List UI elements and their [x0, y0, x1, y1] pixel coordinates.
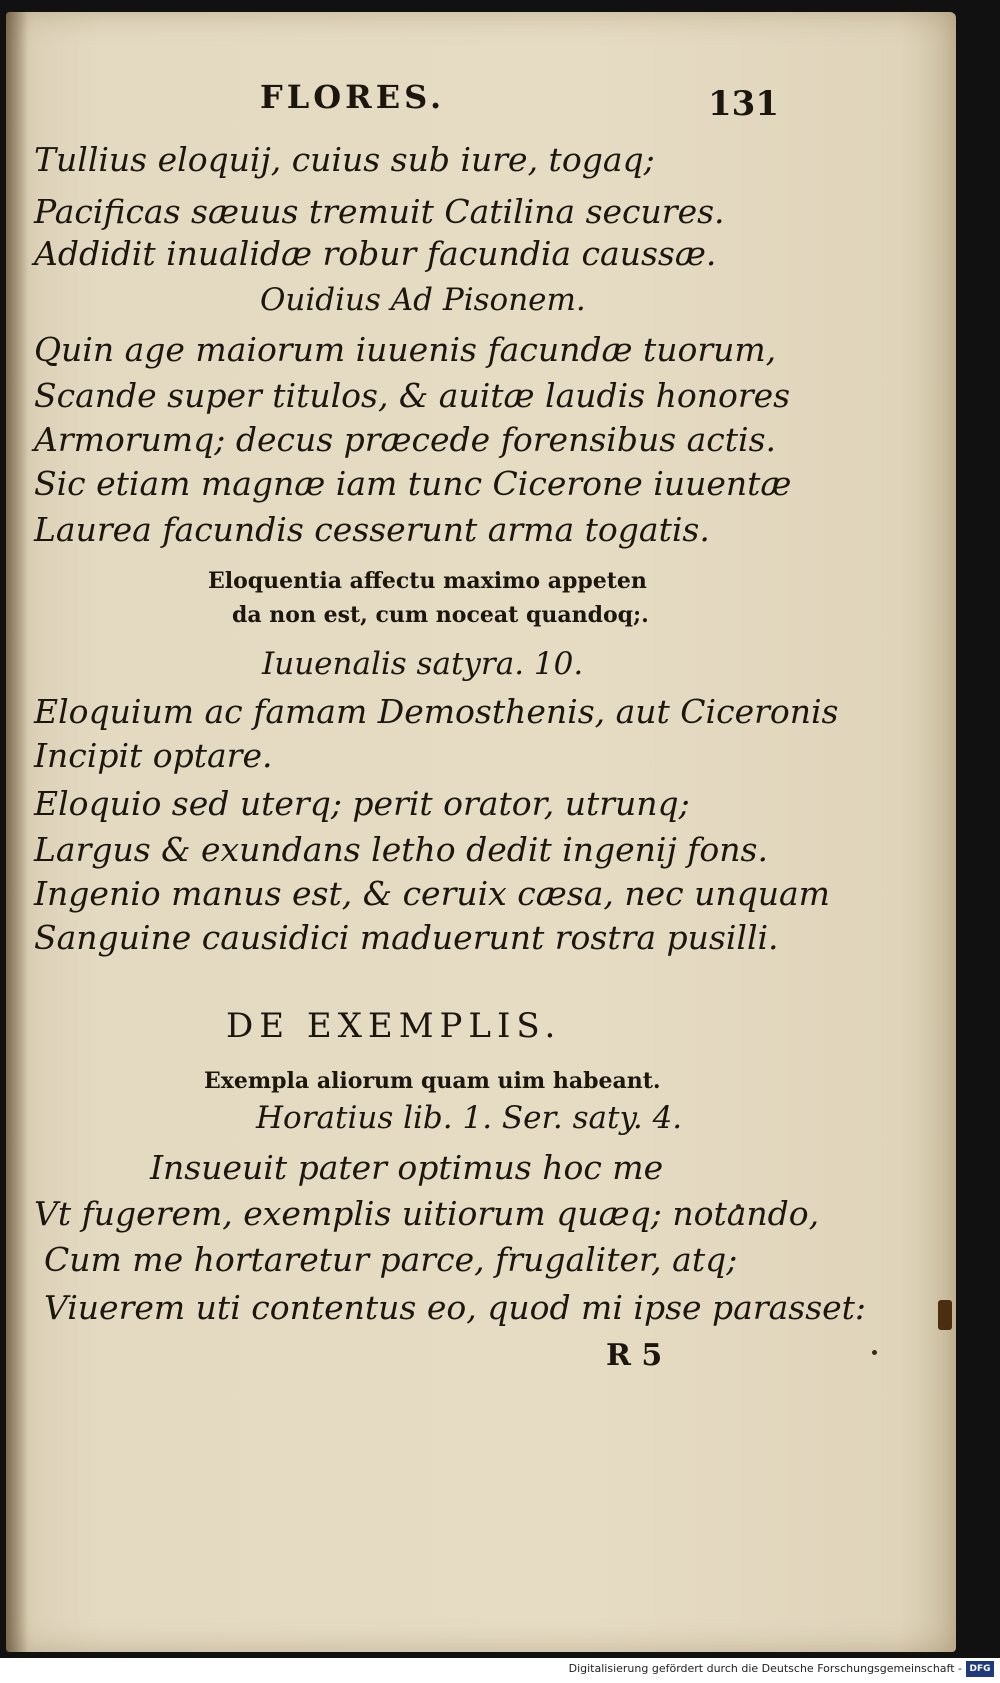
page-gutter-shadow — [6, 12, 28, 1652]
verse-line: Scande super titulos, & auitæ laudis honores — [34, 376, 791, 415]
verse-line: Ingenio manus est, & ceruix cæsa, nec unquam — [34, 874, 830, 913]
verse-line: Largus & exundans letho dedit ingenij fons. — [34, 830, 768, 869]
signature-mark: R 5 — [606, 1338, 663, 1373]
verse-line: Eloquium ac famam Demosthenis, aut Ciceronis — [34, 692, 839, 731]
source-attribution: Iuuenalis satyra. 10. — [262, 646, 584, 682]
page-number: 131 — [708, 84, 779, 124]
section-heading: DE EXEMPLIS. — [226, 1006, 562, 1046]
source-attribution: Horatius lib. 1. Ser. saty. 4. — [256, 1100, 683, 1136]
verse-line: Addidit inualidæ robur facundia caussæ. — [34, 234, 717, 273]
verse-line: Insueuit pater optimus hoc me — [150, 1148, 664, 1187]
source-attribution: Ouidius Ad Pisonem. — [260, 282, 586, 318]
verse-line: Sic etiam magnæ iam tunc Cicerone iuuentæ — [34, 464, 792, 503]
verse-line: Laurea facundis cesserunt arma togatis. — [34, 510, 710, 549]
verse-line: Viuerem uti contentus eo, quod mi ipse parasset: — [44, 1288, 867, 1327]
verse-line: Armorumq; decus præcede forensibus actis. — [34, 420, 777, 459]
verse-line: Pacificas sæuus tremuit Catilina secures. — [34, 192, 725, 231]
verse-line: Sanguine causidici maduerunt rostra pusilli. — [34, 918, 779, 957]
dfg-logo-icon: DFG — [966, 1661, 994, 1677]
verse-line: Vt fugerem, exemplis uitiorum quæq; notando, — [34, 1194, 820, 1233]
prose-line: da non est, cum noceat quandoq;. — [232, 602, 649, 628]
verse-line: Incipit optare. — [34, 736, 273, 775]
verse-line: Cum me hortaretur parce, frugaliter, atq; — [44, 1240, 738, 1279]
verse-line: Quin age maiorum iuuenis facundæ tuorum, — [34, 330, 777, 369]
ink-speck — [872, 1350, 877, 1355]
prose-line: Exempla aliorum quam uim habeant. — [204, 1068, 661, 1094]
funding-credit: Digitalisierung gefördert durch die Deutsche Forschungsgemeinschaft - — [568, 1662, 962, 1675]
running-head: FLORES. — [260, 78, 446, 116]
page-edge-stain — [938, 1300, 952, 1330]
footer-bar — [0, 1658, 1000, 1683]
verse-line: Eloquio sed uterq; perit orator, utrunq; — [34, 784, 690, 823]
verse-line: Tullius eloquij, cuius sub iure, togaq; — [34, 140, 655, 179]
prose-line: Eloquentia affectu maximo appeten — [208, 568, 647, 594]
